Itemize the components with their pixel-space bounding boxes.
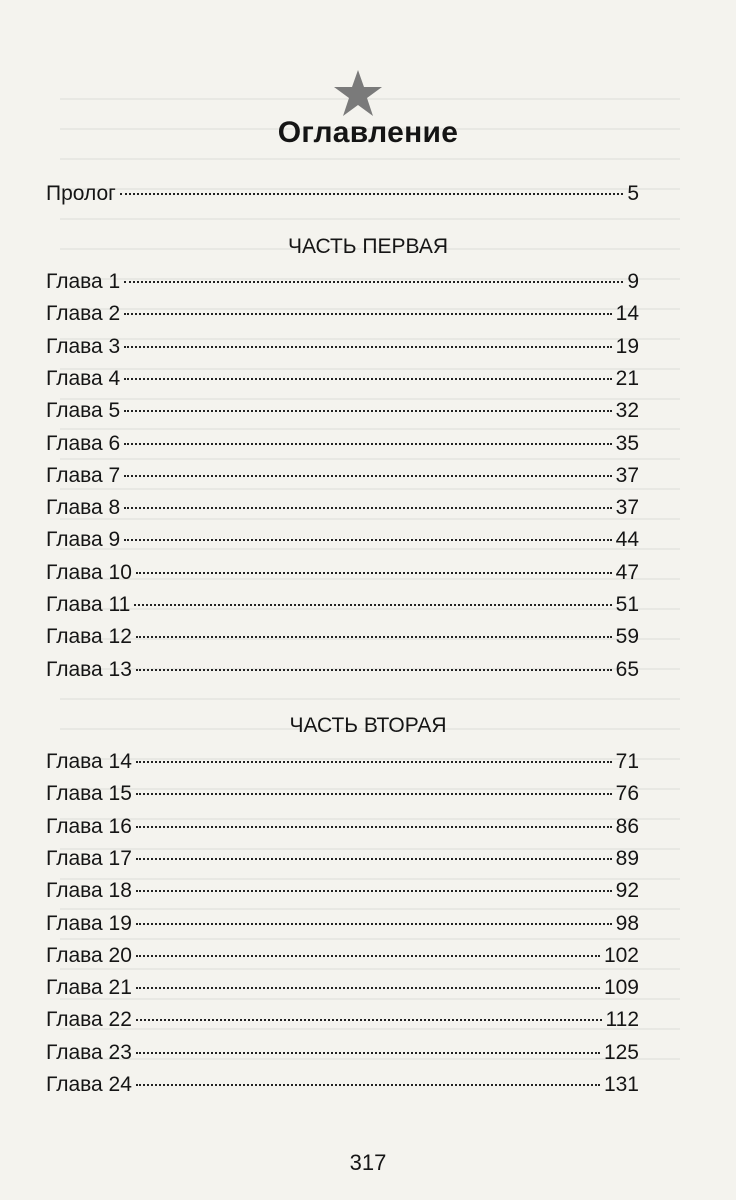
dot-leader — [124, 475, 611, 477]
toc-entry-page: 32 — [615, 399, 639, 423]
dot-leader — [124, 281, 623, 283]
dot-leader — [136, 1019, 602, 1021]
dot-leader — [136, 761, 612, 763]
toc-entry-chapter[interactable] — [46, 909, 639, 939]
toc-entry-page: 37 — [615, 463, 639, 487]
toc-entry-page: 35 — [615, 431, 639, 455]
toc-entry-page: 47 — [615, 560, 639, 584]
dot-leader — [136, 955, 600, 957]
dot-leader — [134, 604, 611, 606]
toc-entry-page: 59 — [615, 625, 639, 649]
toc-entry-page: 5 — [627, 182, 639, 205]
toc-entry-label: Пролог — [46, 182, 116, 205]
toc-entry-label: Глава 17 — [46, 846, 132, 870]
toc-entry-chapter[interactable] — [46, 747, 639, 777]
toc-entry-label: Глава 24 — [46, 1073, 132, 1096]
toc-entry-page: 14 — [615, 302, 639, 326]
toc-entry-chapter[interactable] — [46, 267, 639, 297]
toc-entry-prologue[interactable] — [46, 179, 639, 209]
toc-entry-chapter[interactable] — [46, 590, 639, 620]
toc-entry-label: Глава 18 — [46, 879, 132, 903]
toc-entry-label: Глава 3 — [46, 334, 121, 358]
toc-entry-label: Глава 19 — [46, 911, 132, 935]
toc-entry-page: 125 — [603, 1040, 639, 1064]
dot-leader — [124, 443, 611, 445]
toc-entry-label: Глава 6 — [46, 431, 121, 455]
toc-entry-chapter[interactable] — [46, 461, 639, 491]
toc-entry-chapter[interactable] — [46, 299, 639, 329]
toc-entry-chapter[interactable] — [46, 973, 639, 1003]
toc-entry-chapter[interactable] — [46, 876, 639, 906]
toc-entry-chapter[interactable] — [46, 396, 639, 426]
toc-entry-label: Глава 5 — [46, 399, 121, 423]
toc-entry-page: 44 — [615, 528, 639, 552]
dot-leader — [124, 378, 611, 380]
part-heading: ЧАСТЬ ПЕРВАЯ — [287, 235, 449, 258]
toc-entry-page: 76 — [615, 782, 639, 806]
dot-leader — [124, 346, 611, 348]
dot-leader — [124, 507, 611, 509]
toc-entry-label: Глава 7 — [46, 463, 121, 487]
toc-entry-page: 89 — [615, 846, 639, 870]
dot-leader — [136, 572, 612, 574]
dot-leader — [136, 826, 612, 828]
toc-entry-chapter[interactable] — [46, 429, 639, 459]
toc-entry-page: 131 — [603, 1073, 639, 1096]
toc-entry-label: Глава 1 — [46, 270, 121, 293]
toc-entry-label: Глава 14 — [46, 750, 132, 773]
dot-leader — [124, 539, 611, 541]
page-number: 317 — [349, 1150, 387, 1175]
dot-leader — [136, 669, 612, 671]
toc-entry-label: Глава 21 — [46, 976, 132, 1000]
toc-entry-chapter[interactable] — [46, 332, 639, 362]
toc-entry-label: Глава 4 — [46, 366, 121, 390]
toc-entry-label: Глава 20 — [46, 943, 132, 967]
toc-entry-label: Глава 9 — [46, 528, 121, 552]
toc-entry-page: 51 — [615, 593, 639, 616]
toc-entry-label: Глава 22 — [46, 1008, 132, 1032]
toc-entry-chapter[interactable] — [46, 844, 639, 874]
dot-leader — [120, 193, 623, 195]
toc-entry-label: Глава 16 — [46, 814, 132, 838]
toc-entry-page: 112 — [605, 1008, 639, 1032]
dot-leader — [124, 313, 611, 315]
part-heading: ЧАСТЬ ВТОРАЯ — [289, 714, 447, 737]
dot-leader — [136, 636, 612, 638]
toc-entry-chapter[interactable] — [46, 558, 639, 588]
toc-entry-chapter[interactable] — [46, 364, 639, 394]
toc-entry-page: 19 — [615, 334, 639, 358]
toc-entry-chapter[interactable] — [46, 1005, 639, 1035]
toc-entry-chapter[interactable] — [46, 941, 639, 971]
toc-entry-chapter[interactable] — [46, 493, 639, 523]
toc-entry-chapter[interactable] — [46, 1038, 639, 1068]
toc-entry-page: 109 — [603, 976, 639, 1000]
toc-entry-page: 92 — [615, 879, 639, 903]
toc-entry-label: Глава 10 — [46, 560, 132, 584]
toc-entry-chapter[interactable] — [46, 622, 639, 652]
toc-entry-page: 71 — [615, 750, 639, 773]
dot-leader — [136, 1084, 600, 1086]
toc-entry-page: 102 — [603, 943, 639, 967]
toc-entry-label: Глава 23 — [46, 1040, 132, 1064]
toc-entry-chapter[interactable] — [46, 655, 639, 685]
toc-entry-chapter[interactable] — [46, 812, 639, 842]
toc-entry-page: 21 — [615, 366, 639, 390]
toc-entry-page: 65 — [615, 657, 639, 681]
toc-entry-page: 86 — [615, 814, 639, 838]
dot-leader — [136, 793, 612, 795]
toc-entry-label: Глава 15 — [46, 782, 132, 806]
page-title: Оглавление — [277, 116, 459, 149]
dot-leader — [124, 410, 611, 412]
toc-entry-page: 9 — [627, 270, 639, 293]
toc-entry-chapter[interactable] — [46, 525, 639, 555]
dot-leader — [136, 987, 600, 989]
toc-entry-label: Глава 13 — [46, 657, 132, 681]
toc-entry-label: Глава 11 — [46, 593, 131, 616]
toc-entry-page: 98 — [615, 911, 639, 935]
toc-entry-label: Глава 8 — [46, 496, 121, 520]
star-icon — [332, 68, 384, 120]
dot-leader — [136, 890, 612, 892]
toc-entry-label: Глава 2 — [46, 302, 121, 326]
toc-entry-page: 37 — [615, 496, 639, 520]
toc-entry-chapter[interactable] — [46, 779, 639, 809]
toc-entry-chapter[interactable] — [46, 1070, 639, 1100]
dot-leader — [136, 1052, 600, 1054]
toc-entry-label: Глава 12 — [46, 625, 132, 649]
dot-leader — [136, 923, 612, 925]
dot-leader — [136, 858, 612, 860]
